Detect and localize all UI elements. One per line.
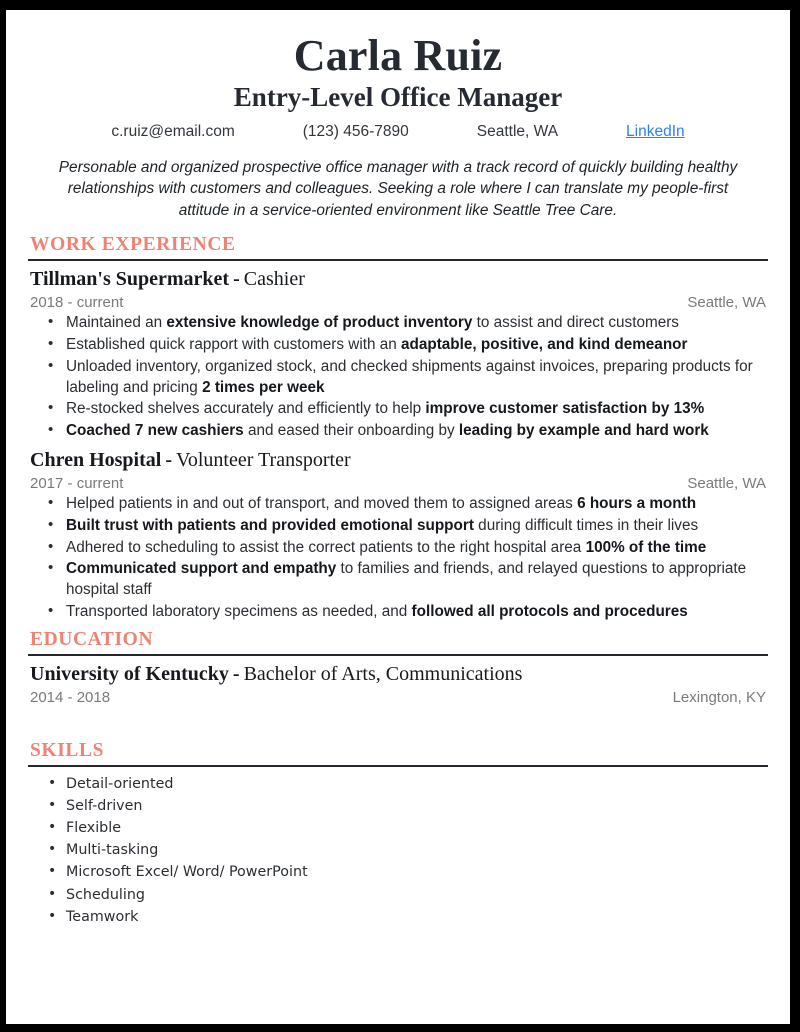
entry-meta bbox=[30, 294, 766, 311]
bullet-item: • Established quick rapport with customers with an adaptable, positive, and kind demeanor bbox=[44, 335, 768, 356]
bullet-item: • Built trust with patients and provided emotional support during difficult times in their lives bbox=[44, 516, 768, 537]
work-entry bbox=[28, 448, 768, 623]
entry-location: Lexington, KY bbox=[672, 688, 766, 706]
spacer bbox=[28, 712, 768, 734]
section-heading-education: EDUCATION bbox=[30, 628, 154, 650]
skill-item: • Multi-tasking bbox=[44, 839, 768, 861]
skill-item: • Microsoft Excel/ Word/ PowerPoint bbox=[44, 861, 768, 883]
education-entry bbox=[28, 662, 768, 706]
entry-role: Bachelor of Arts, Communications bbox=[243, 662, 523, 685]
contact-row bbox=[28, 123, 768, 141]
bullet-item: • Maintained an extensive knowledge of product inventory to assist and direct customers bbox=[44, 313, 768, 334]
work-entry-list bbox=[28, 267, 768, 623]
contact-link[interactable]: LinkedIn bbox=[626, 122, 685, 140]
bullet-item: • Helped patients in and out of transport, and moved them to assigned areas 6 hours a month bbox=[44, 494, 768, 515]
contact-phone[interactable]: (123) 456-7890 bbox=[302, 122, 409, 140]
entry-separator: - bbox=[233, 268, 240, 291]
entry-bullet-list bbox=[28, 313, 768, 442]
contact-email[interactable]: c.ruiz@email.com bbox=[111, 122, 235, 140]
entry-dates: 2017 - current bbox=[30, 474, 124, 492]
bullet-item: • Coached 7 new cashiers and eased their onboarding by leading by example and hard work bbox=[44, 421, 768, 442]
bullet-item: • Adhered to scheduling to assist the correct patients to the right hospital area 100% of the time bbox=[44, 538, 768, 559]
entry-organization: Tillman's Supermarket bbox=[30, 268, 230, 291]
bullet-item: • Unloaded inventory, organized stock, and checked shipments against invoices, preparing products for labeling and pricing 2 times per week bbox=[44, 357, 768, 399]
entry-meta bbox=[30, 689, 766, 706]
entry-role: Cashier bbox=[243, 268, 305, 291]
entry-bullet-list bbox=[28, 494, 768, 623]
section-education bbox=[28, 629, 768, 734]
candidate-name: Carla Ruiz bbox=[293, 31, 503, 80]
section-divider bbox=[28, 259, 768, 261]
section-work-experience bbox=[28, 234, 768, 623]
section-heading-work: WORK EXPERIENCE bbox=[30, 234, 236, 256]
entry-separator: - bbox=[165, 448, 172, 471]
skill-item: • Flexible bbox=[44, 817, 768, 839]
entry-dates: 2018 - current bbox=[30, 294, 124, 312]
resume-header bbox=[28, 32, 768, 222]
contact-location: Seattle, WA bbox=[476, 122, 559, 140]
resume-page bbox=[6, 10, 790, 1024]
entry-title bbox=[30, 662, 768, 687]
section-divider bbox=[28, 765, 768, 767]
work-entry bbox=[28, 267, 768, 442]
entry-location: Seattle, WA bbox=[687, 474, 766, 492]
entry-organization: Chren Hospital bbox=[30, 448, 162, 471]
section-heading-skills: SKILLS bbox=[30, 739, 105, 761]
section-skills bbox=[28, 740, 768, 928]
entry-meta bbox=[30, 475, 766, 492]
entry-dates: 2014 - 2018 bbox=[30, 688, 111, 706]
section-divider bbox=[28, 654, 768, 656]
candidate-job-title: Entry-Level Office Manager bbox=[233, 81, 563, 112]
entry-title bbox=[30, 448, 768, 473]
bullet-item: • Communicated support and empathy to families and friends, and relayed questions to appropriate hospital staff bbox=[44, 559, 768, 601]
bullet-item: • Transported laboratory specimens as needed, and followed all protocols and procedures bbox=[44, 602, 768, 623]
bullet-item: • Re-stocked shelves accurately and efficiently to help improve customer satisfaction by 13% bbox=[44, 399, 768, 420]
skill-item: • Scheduling bbox=[44, 884, 768, 906]
education-entry-list bbox=[28, 662, 768, 706]
entry-title bbox=[30, 267, 768, 292]
entry-separator: - bbox=[232, 662, 240, 685]
professional-summary: Personable and organized prospective office manager with a track record of quickly building healthy relationships with customers and colleagues. Seeking a role where I can translate my people-first attitude in a service-oriented environment like Seattle Tree Care. bbox=[58, 158, 738, 220]
entry-organization: University of Kentucky bbox=[30, 662, 229, 685]
skill-item: • Self-driven bbox=[44, 795, 768, 817]
entry-role: Volunteer Transporter bbox=[176, 448, 351, 471]
entry-location: Seattle, WA bbox=[687, 294, 766, 312]
skill-item: • Teamwork bbox=[44, 906, 768, 928]
skill-item: • Detail-oriented bbox=[44, 773, 768, 795]
skills-list bbox=[28, 773, 768, 928]
